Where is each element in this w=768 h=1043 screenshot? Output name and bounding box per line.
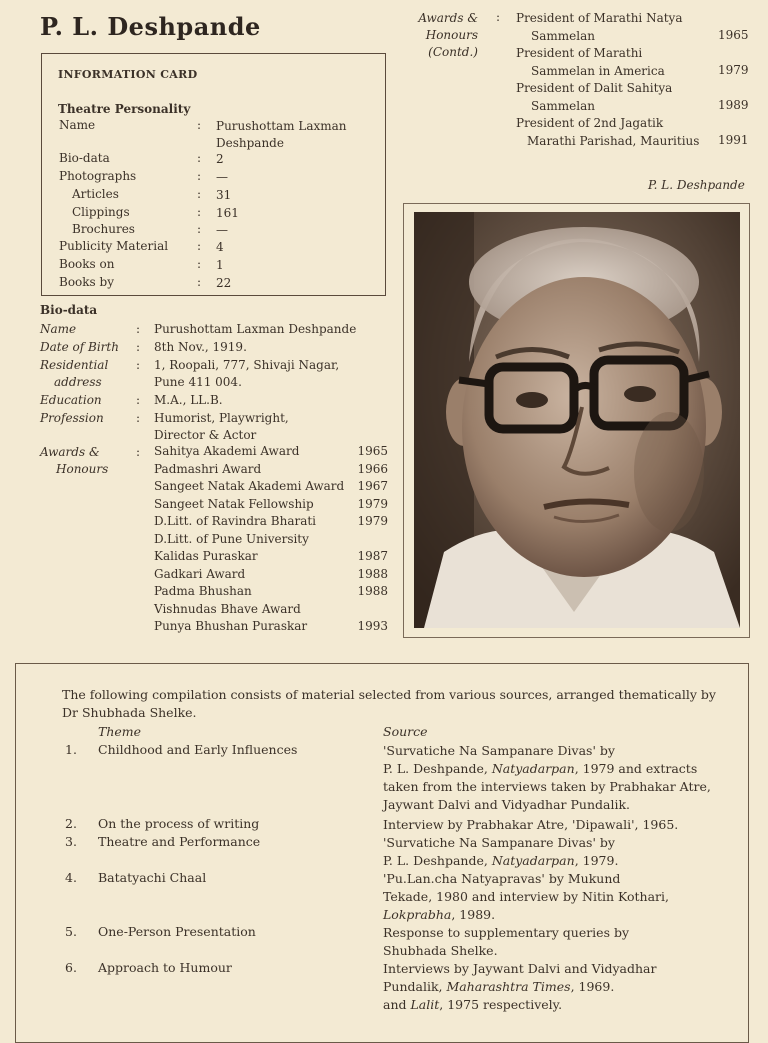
info-card-value: — [216,170,228,184]
honour-line-1: President of 2nd Jagatik [516,116,664,130]
source-line: 'Survatiche Na Sampanare Divas' by [383,743,615,758]
source-text [383,960,733,1014]
bio-address-line-1: 1, Roopali, 777, Shivaji Nagar, [154,358,340,372]
colon: : [197,151,202,165]
source-line: and Lalit, 1975 respectively. [383,997,563,1012]
bio-profession-row [40,410,390,444]
honour-line-2: Sammelan [531,99,595,113]
colon: : [136,322,141,336]
award-name: Sangeet Natak Akademi Award [154,479,345,493]
source-line: Jaywant Dalvi and Vidyadhar Pundalik. [383,797,630,812]
source-line: 'Pu.Lan.cha Natyapravas' by Mukund [383,871,621,886]
portrait-photo-frame [403,203,750,638]
source-line: taken from the interviews taken by Prabhakar Atre, [383,779,711,794]
source-line: P. L. Deshpande, Natyadarpan, 1979. [383,853,619,868]
bio-profession-label: Profession [40,411,104,425]
bio-dob-row [40,339,390,356]
page-title: P. L. Deshpande [40,12,261,41]
honour-year: 1965 [718,28,749,42]
colon: : [197,222,202,236]
award-year: 1987 [357,549,388,563]
colon: : [496,10,501,24]
info-card-row [42,151,387,169]
source-line: Interview by Prabhakar Atre, 'Dipawali', 1965. [383,817,679,832]
award-name: D.Litt. of Ravindra Bharati [154,514,317,528]
honour-line-2: Sammelan [531,29,595,43]
info-card-row [42,275,387,293]
award-name: Padmashri Award [154,461,262,476]
award-row [154,549,390,566]
info-card-row [42,118,387,152]
source-line: Response to supplementary queries by [383,925,630,940]
information-card-heading: INFORMATION CARD [58,68,198,81]
award-year: 1966 [357,461,388,476]
source-line: 'Survatiche Na Sampanare Divas' by [383,835,615,850]
theme-title: Batatyachi Chaal [98,870,207,885]
colon: : [136,340,141,354]
award-name: Kalidas Puraskar [154,549,258,563]
theme-title: Theatre and Performance [98,834,261,849]
theme-title: One-Person Presentation [98,924,256,939]
compilation-box [15,663,749,1043]
award-name: Punya Bhushan Puraskar [154,619,308,633]
award-year: 1979 [357,496,388,511]
info-card-value: 1 [216,258,224,272]
awards-contd-label-line-1: Awards & [418,11,478,25]
photo-caption: P. L. Deshpande [648,178,745,192]
award-name: Padma Bhushan [154,584,252,598]
colon: : [136,358,141,372]
portrait-photo [414,212,740,628]
theme-number: 5. [65,924,77,939]
bio-profession-line-2: Director & Actor [154,428,257,442]
award-row [154,462,390,479]
info-card-value: 4 [216,240,224,254]
award-row [154,514,390,531]
theme-number: 1. [65,742,77,757]
colon: : [197,118,202,132]
award-year: 1988 [357,566,388,581]
source-column-header: Source [383,724,428,739]
bio-address-line-2: Pune 411 004. [154,375,242,389]
information-card [41,53,386,296]
theme-number: 6. [65,960,77,975]
information-card-subheading: Theatre Personality [58,102,191,116]
bio-name-label: Name [40,322,77,336]
award-name: Vishnudas Bhave Award [154,601,301,616]
source-line: Tekade, 1980 and interview by Nitin Kothari, [383,889,669,904]
source-text [383,816,733,834]
bio-profession-value [154,410,384,444]
colon: : [197,187,202,201]
colon: : [197,205,202,219]
info-card-row [42,169,387,187]
info-card-row [42,205,387,223]
honour-line-2: Marathi Parishad, Mauritius [527,134,700,148]
honour-line-2: Sammelan in America [531,64,665,78]
info-card-label: Articles [72,187,119,201]
awards-contd-label-line-2: Honours [425,28,478,42]
info-card-label: Books by [59,275,114,289]
colon: : [136,393,141,407]
bio-awards-label-row [40,444,150,478]
honour-year: 1979 [718,63,749,77]
award-row [154,444,390,461]
info-card-label: Publicity Material [59,239,169,253]
source-text [383,870,733,924]
info-card-label: Brochures [72,222,135,236]
award-name: Sangeet Natak Fellowship [154,496,314,511]
honour-year: 1991 [718,133,749,147]
theme-title: Approach to Humour [98,960,232,975]
bio-dob-value: 8th Nov., 1919. [154,340,247,354]
award-name: Sahitya Akademi Award [154,444,300,458]
info-card-value: 22 [216,276,232,290]
info-card-value: 161 [216,206,239,220]
source-text [383,924,733,960]
award-row [154,567,390,584]
bio-address-value [154,357,384,391]
info-card-label: Name [59,118,96,132]
bio-name-value: Purushottam Laxman Deshpande [154,322,357,336]
info-card-value: Purushottam Laxman Deshpande [216,119,347,150]
award-year: 1979 [357,514,388,528]
awards-contd-label [398,10,478,61]
bio-education-value: M.A., LL.B. [154,393,223,407]
theme-number: 2. [65,816,77,831]
award-year: 1988 [357,584,388,598]
info-card-row [42,187,387,205]
theme-title: Childhood and Early Influences [98,742,298,757]
bio-awards-label [40,444,135,478]
award-row [154,497,390,514]
bio-dob-label: Date of Birth [40,340,119,354]
source-line: Interviews by Jaywant Dalvi and Vidyadhar [383,961,657,976]
source-line: Lokprabha, 1989. [383,907,496,922]
info-card-value: 2 [216,152,224,166]
colon: : [136,445,141,459]
info-card-label: Books on [59,257,115,271]
colon: : [197,257,202,271]
award-year: 1965 [357,444,388,458]
bio-address-label-line-2: address [54,375,102,389]
honour-year: 1989 [718,98,749,112]
theme-column-header: Theme [98,724,142,739]
award-year: 1993 [357,619,388,633]
bio-name-row [40,321,390,338]
colon: : [136,411,141,425]
bio-education-label: Education [40,393,102,407]
honour-line-1: President of Dalit Sahitya [516,81,673,95]
info-card-row [42,257,387,275]
info-card-row [42,222,387,240]
theme-number: 3. [65,834,77,849]
bio-education-row [40,392,390,409]
bio-awards-label-line-2: Honours [56,462,109,476]
source-line: P. L. Deshpande, Natyadarpan, 1979 and extracts [383,761,698,776]
colon: : [197,239,202,253]
source-line: Shubhada Shelke. [383,943,498,958]
award-row [154,619,390,636]
theme-title: On the process of writing [98,816,260,831]
source-text [383,742,733,814]
info-card-row [42,239,387,257]
honour-line-1: President of Marathi Natya [516,11,683,25]
bio-address-label [40,357,135,391]
award-row [154,602,390,619]
bio-awards-label-line-1: Awards & [40,445,100,459]
info-card-value: 31 [216,188,232,202]
info-card-label: Photographs [59,169,137,183]
source-text [383,834,733,870]
award-name: D.Litt. of Pune University [154,531,309,546]
compilation-intro: The following compilation consists of material selected from various sources, arranged thematically by Dr Shubhada Shelke. [62,687,716,720]
source-line: Pundalik, Maharashtra Times, 1969. [383,979,615,994]
honour-line-1: President of Marathi [516,46,643,60]
bio-address-row [40,357,390,391]
bio-data-heading: Bio-data [40,303,98,317]
award-year: 1967 [357,479,388,493]
bio-address-label-line-1: Residential [40,358,109,372]
info-card-label: Clippings [72,205,130,219]
colon: : [197,275,202,289]
info-card-label: Bio-data [59,151,110,165]
award-row [154,479,390,496]
award-row [154,532,390,549]
info-card-value: — [216,223,228,237]
theme-number: 4. [65,870,77,885]
award-name: Gadkari Award [154,566,246,581]
awards-contd-label-line-3: (Contd.) [428,45,478,59]
award-row [154,584,390,601]
bio-profession-line-1: Humorist, Playwright, [154,411,289,425]
colon: : [197,169,202,183]
